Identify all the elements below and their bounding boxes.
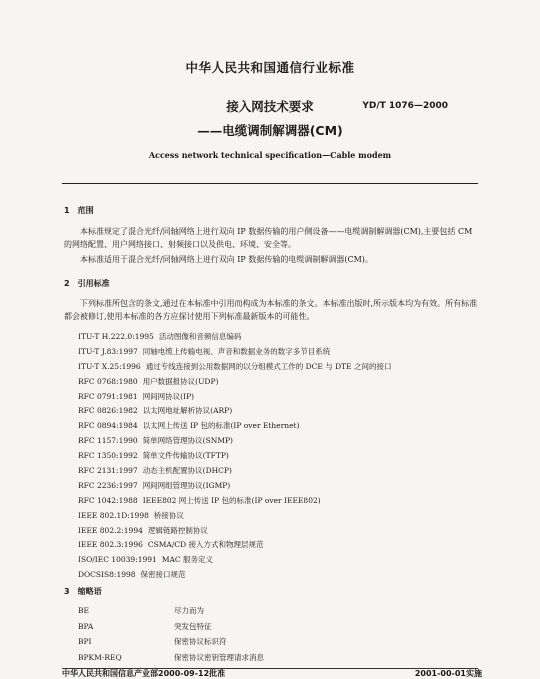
reference-code: RFC 1157:1990 [78, 436, 138, 446]
reference-description: 网间网协议(IP) [142, 391, 195, 401]
reference-description: 以太网地址解析协议(ARP) [142, 406, 233, 416]
reference-code: RFC 0791:1981 [78, 391, 138, 401]
standard-category: 中华人民共和国通信行业标准 [185, 60, 355, 75]
reference-code: IEEE 802.2:1994 [78, 525, 143, 535]
reference-code: RFC 0768:1980 [78, 376, 138, 386]
reference-description: 活动图像和音频信息编码 [158, 332, 242, 341]
reference-code: RFC 1042:1988 [78, 495, 138, 505]
reference-description: 网间网组管理协议(IGMP) [142, 480, 231, 490]
reference-description: CSMA/CD 接入方式和物理层规范 [147, 540, 264, 550]
reference-code: DOCSIS8:1998 [78, 570, 136, 580]
section-1-paragraph-1: 本标准规定了混合光纤/同轴网络上进行双向 IP 数据传输的用户侧设备——电缆调制解调器(CM),主要包括 CM 的网络配置、用户网络接口、射频接口以及供电、环境、安全等。 [64, 227, 473, 249]
abbreviation-description: 保密协议标识符 [174, 637, 227, 646]
section-1-paragraph-2: 本标准适用于混合光纤/同轴网络上进行双向 IP 数据传输的电缆调制解调器(CM)。 [80, 255, 373, 264]
list-item [78, 634, 478, 650]
english-title: Access network technical specification—Cable modem [148, 150, 392, 160]
abbreviation-description: 突发包特征 [174, 621, 212, 631]
list-item [78, 404, 488, 419]
reference-code: ISO/IEC 10039:1991 [78, 555, 157, 565]
section-2-heading: 2 引用标准 [64, 279, 110, 288]
abbreviation-description: 尽力而为 [174, 606, 204, 615]
reference-description: 简单网络管理协议(SNMP) [142, 436, 233, 446]
reference-code: RFC 1350:1992 [78, 451, 138, 461]
reference-list [78, 330, 488, 583]
abbreviation-description: 保密协议密钥管理请求消息 [174, 652, 264, 662]
reference-code: RFC 0826:1982 [78, 406, 138, 416]
reference-description: 用户数据报协议(UDP) [142, 376, 219, 386]
list-item [78, 619, 478, 635]
abbreviation-code: BPKM-REQ [78, 652, 122, 662]
reference-code: IEEE 802.1D:1998 [78, 510, 149, 520]
document-title: 接入网技术要求 [226, 99, 314, 114]
reference-code: RFC 2131:1997 [78, 466, 138, 476]
abbreviation-code: BPA [78, 621, 94, 631]
document-subtitle: ——电缆调制解调器(CM) [197, 123, 343, 138]
approval-date: 中华人民共和国信息产业部2000-09-12批准 [62, 669, 226, 678]
list-item [78, 330, 488, 345]
list-item [78, 419, 488, 434]
reference-description: MAC 服务定义 [161, 555, 214, 565]
reference-description: 动态主机配置协议(DHCP) [142, 466, 232, 476]
list-item [78, 345, 488, 360]
abbreviation-code: BPI [78, 637, 92, 646]
list-item [78, 538, 488, 553]
reference-code: IEEE 802.3:1996 [78, 540, 143, 550]
reference-description: 桥接协议 [153, 510, 184, 520]
list-item [78, 524, 488, 539]
header-rule [62, 183, 478, 184]
list-item [78, 375, 488, 390]
reference-code: ITU-T H.222.0:1995 [78, 332, 154, 341]
reference-code: RFC 0894:1984 [78, 421, 138, 431]
reference-code: ITU-T X.25:1996 [78, 361, 141, 371]
section-2-intro: 下列标准所包含的条文,通过在本标准中引用而构成为本标准的条文。本标准出版时,所示版本均为有效。所有标准都会被修订,使用本标准的各方应探讨使用下列标准最新版本的可能性。 [64, 299, 478, 321]
standard-code: YD/T 1076—2000 [362, 101, 448, 111]
reference-description: 保密接口规范 [140, 570, 186, 580]
list-item [78, 650, 478, 666]
implementation-date: 2001-00-01实施 [414, 669, 482, 678]
abbreviation-list [78, 603, 478, 665]
reference-description: 逻辑链路控制协议 [147, 525, 208, 535]
reference-description: IEEE802 网上传送 IP 包的标准(IP over IEEE802) [142, 495, 321, 505]
abbreviation-code: BE [78, 606, 89, 615]
section-3-heading: 3 缩略语 [64, 587, 102, 596]
list-item [78, 603, 478, 619]
list-item [78, 434, 488, 449]
list-item [78, 479, 488, 494]
reference-description: 以太网上传送 IP 包的标准(IP over Ethernet) [142, 421, 300, 431]
reference-code: RFC 2236:1997 [78, 480, 138, 490]
reference-code: ITU-T J.83:1997 [78, 346, 138, 356]
section-1-heading: 1 范围 [64, 206, 94, 215]
list-item [78, 449, 488, 464]
reference-description: 同轴电缆上传输电视、声音和数据业务的数字多节目系统 [142, 346, 331, 356]
list-item [78, 390, 488, 405]
reference-description: 通过专线连接到公用数据网的以分组模式工作的 DCE 与 DTE 之间的接口 [145, 361, 392, 371]
reference-description: 简单文件传输协议(TFTP) [142, 451, 229, 461]
list-item [78, 494, 488, 509]
list-item [78, 464, 488, 479]
list-item [78, 553, 488, 568]
list-item [78, 360, 488, 375]
list-item [78, 509, 488, 524]
list-item [78, 568, 488, 583]
